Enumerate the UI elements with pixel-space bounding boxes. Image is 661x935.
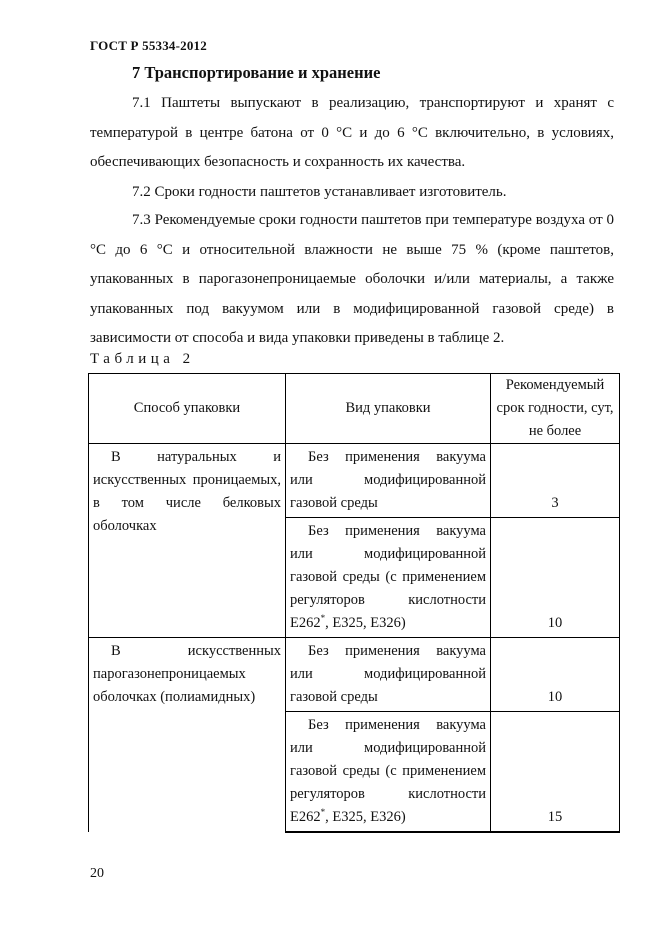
table-row [89,444,620,518]
table-caption: Таблица 2 [90,351,195,367]
packaging-type-cell [286,712,491,833]
document-code: ГОСТ Р 55334-2012 [90,38,207,53]
footnote-marker: * [320,613,326,624]
section-title: 7 Транспортирование и хранение [132,63,381,82]
footnote-marker: * [320,807,326,818]
paragraph-7-1: 7.1 Паштеты выпускают в реализацию, транспортируют и хранят с температурой в центре батона от 0 °С и до 6 °С включительно, в условиях, обеспечивающих безопасность и сохранность их качества. [90,95,614,170]
shelf-life-cell: 10 [491,638,620,712]
packaging-shelf-life-table [88,373,620,833]
packaging-type-text: Без применения вакуума или модифицированной газовой среды (с применением регуляторов кислотности Е262 [290,717,486,825]
packaging-method-cell: В натуральных и искусственных проницаемых, в том числе белковых оболочках [89,444,286,638]
table-row [89,638,620,712]
paragraph-7-2: 7.2 Сроки годности паштетов устанавливает изготовитель. [132,184,507,200]
paragraph-7-3: 7.3 Рекомендуемые сроки годности паштетов при температуре воздуха от 0 °С до 6 °С и относительной влажности не выше 75 % (кроме паштетов, упакованных в парогазонепроницаемые оболочки и/или материалы, а также упакованных под вакуумом или в модифицированной газовой среде) в зависимости от способа и вида упаковки приведены в таблице 2. [90,212,614,346]
packaging-type-cell: Без применения вакуума или модифицированной газовой среды [286,638,491,712]
packaging-type-cell: Без применения вакуума или модифицированной газовой среды [286,444,491,518]
shelf-life-cell: 15 [491,712,620,833]
page-number: 20 [90,866,104,881]
shelf-life-cell: 3 [491,444,620,518]
table-header-row [89,374,620,444]
header-packaging-type: Вид упаковки [286,374,491,444]
shelf-life-cell: 10 [491,518,620,638]
header-shelf-life: Рекомендуемый срок годности, сут, не более [491,374,620,444]
packaging-method-cell: В искусственных парогазонепроницаемых оболочках (полиамидных) [89,638,286,833]
header-packaging-method: Способ упаковки [89,374,286,444]
packaging-type-cell [286,518,491,638]
packaging-type-text-suffix: , Е325, Е326) [325,809,406,825]
packaging-type-text-suffix: , Е325, Е326) [325,615,406,631]
packaging-type-text: Без применения вакуума или модифицированной газовой среды (с применением регуляторов кислотности Е262 [290,523,486,631]
